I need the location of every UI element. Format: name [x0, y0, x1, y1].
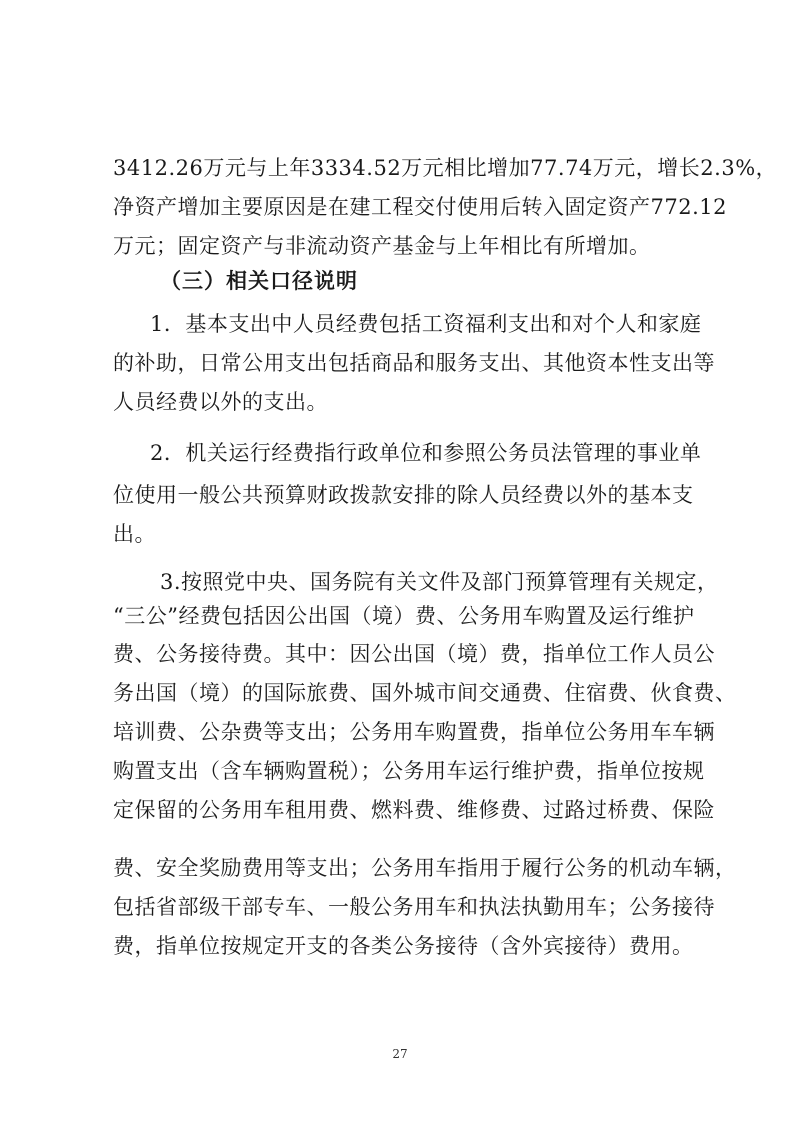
paragraph-line: 费，指单位按规定开支的各类公务接待（含外宾接待）费用。	[113, 934, 694, 958]
paragraph-line: 定保留的公务用车租用费、燃料费、维修费、过路过桥费、保险	[113, 798, 715, 822]
paragraph-line: 培训费、公杂费等支出；公务用车购置费，指单位公务用车车辆	[113, 720, 715, 744]
paragraph-line: 人员经费以外的支出。	[113, 390, 328, 414]
paragraph-line: 费、安全奖励费用等支出；公务用车指用于履行公务的机动车辆，	[113, 856, 737, 880]
paragraph-line: 包括省部级干部专车、一般公务用车和执法执勤用车；公务接待	[113, 895, 715, 919]
body-line: 3412.26万元与上年3334.52万元相比增加77.74万元，增长2.3%，	[113, 156, 778, 180]
paragraph-line: “三公”经费包括因公出国（境）费、公务用车购置及运行维护	[113, 604, 695, 628]
body-line: 净资产增加主要原因是在建工程交付使用后转入固定资产772.12	[113, 195, 727, 219]
body-line: 万元；固定资产与非流动资产基金与上年相比有所增加。	[113, 234, 651, 258]
paragraph-line: 的补助，日常公用支出包括商品和服务支出、其他资本性支出等	[113, 351, 715, 375]
paragraph-line: 出。	[113, 522, 156, 546]
section-heading: （三）相关口径说明	[160, 269, 358, 293]
paragraph-line: 费、公务接待费。其中：因公出国（境）费，指单位工作人员公	[113, 642, 715, 666]
paragraph-line: 购置支出（含车辆购置税）；公务用车运行维护费，指单位按规	[113, 759, 705, 783]
paragraph-line: 1．基本支出中人员经费包括工资福利支出和对个人和家庭	[150, 312, 702, 336]
paragraph-line: 务出国（境）的国际旅费、国外城市间交通费、住宿费、伙食费、	[113, 681, 737, 705]
page-number: 27	[392, 1047, 408, 1061]
paragraph-line: 3.按照党中央、国务院有关文件及部门预算管理有关规定，	[160, 570, 719, 594]
paragraph-line: 位使用一般公共预算财政拨款安排的除人员经费以外的基本支	[113, 483, 694, 507]
paragraph-line: 2．机关运行经费指行政单位和参照公务员法管理的事业单	[150, 441, 702, 465]
